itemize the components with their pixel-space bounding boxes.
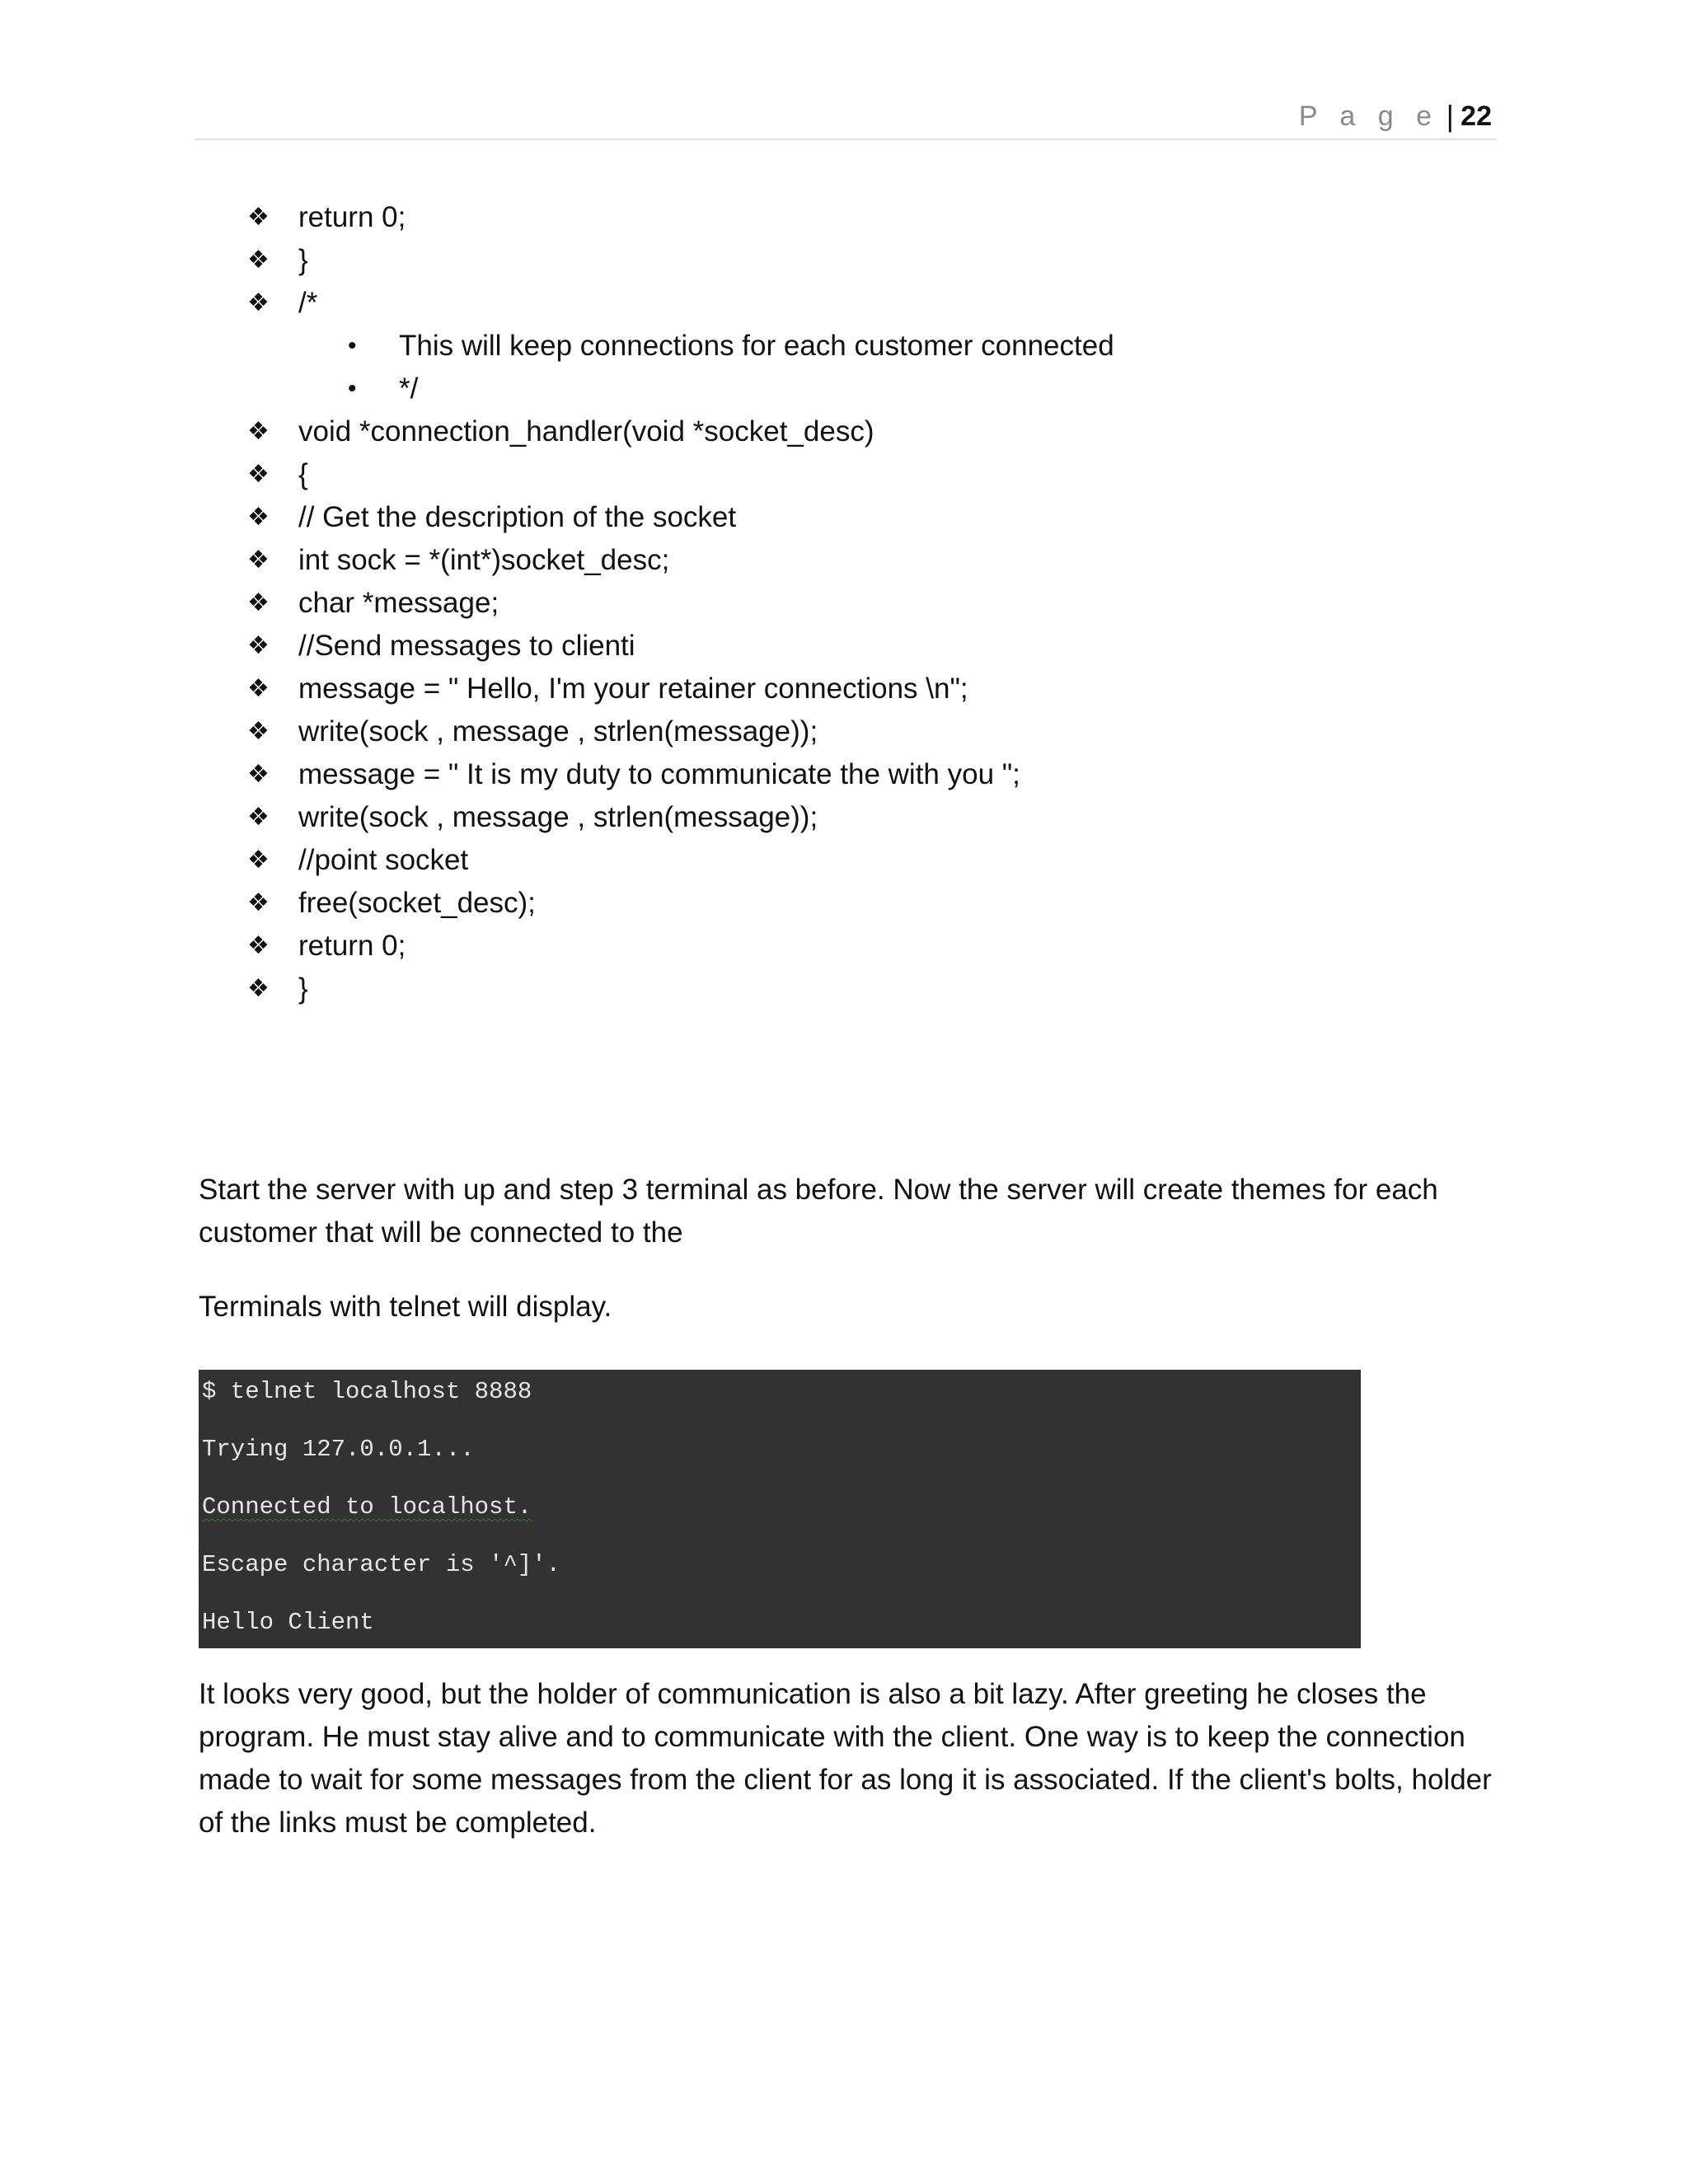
bullet-dot-icon: • [348,332,357,359]
code-line-text: // Get the description of the socket [298,501,737,533]
bullet-diamond-icon: ❖ [247,546,270,574]
bullet-dot-icon: • [348,375,357,402]
terminal-line: Hello Client [202,1609,374,1636]
bullet-diamond-icon: ❖ [247,418,270,445]
code-line-text: free(socket_desc); [298,887,536,919]
code-listing [247,196,1114,1010]
code-line [247,410,1114,453]
code-line [247,282,1114,325]
bullet-diamond-icon: ❖ [247,204,270,231]
code-line-text: return 0; [298,930,406,962]
code-line-text: message = " It is my duty to communicate the with you "; [298,758,1020,790]
code-line-text: /* [298,287,318,319]
bullet-diamond-icon: ❖ [247,289,270,316]
page-separator: | [1446,99,1454,133]
code-line-text: write(sock , message , strlen(message)); [298,801,818,833]
code-line [247,453,1114,496]
code-line-text: */ [399,373,419,405]
code-line-text: //point socket [298,844,469,876]
code-line-text: { [298,458,308,490]
code-line [247,539,1114,582]
code-line [247,582,1114,625]
code-line-text: int sock = *(int*)socket_desc; [298,544,670,576]
code-line-text: char *message; [298,587,499,619]
terminals-note: Terminals with telnet will display. [199,1291,612,1323]
code-line [247,796,1114,839]
code-line [247,710,1114,753]
code-line [247,925,1114,968]
terminal-screenshot [199,1370,1361,1648]
terminal-line: Escape character is '^]'. [202,1551,561,1578]
bullet-diamond-icon: ❖ [247,932,270,959]
intro-paragraph: Start the server with up and step 3 terminal as before. Now the server will create themes for each customer that will be connected to the [199,1174,1438,1249]
code-line [247,882,1114,925]
code-line-text: return 0; [298,201,406,233]
code-line [247,325,1114,368]
code-line-text: } [298,244,308,276]
bullet-diamond-icon: ❖ [247,718,270,745]
code-line-text: void *connection_handler(void *socket_desc) [298,415,874,448]
code-line [247,496,1114,539]
bullet-diamond-icon: ❖ [247,761,270,788]
code-line [247,753,1114,796]
terminal-line: Trying 127.0.0.1... [202,1436,475,1463]
code-line-text: } [298,972,308,1005]
bullet-diamond-icon: ❖ [247,675,270,702]
terminal-line: $ telnet localhost 8888 [202,1378,532,1405]
code-line [247,368,1114,410]
bullet-diamond-icon: ❖ [247,246,270,274]
bullet-diamond-icon: ❖ [247,589,270,616]
bullet-diamond-icon: ❖ [247,846,270,874]
code-line [247,839,1114,882]
bullet-diamond-icon: ❖ [247,975,270,1002]
code-line [247,968,1114,1010]
bullet-diamond-icon: ❖ [247,461,270,488]
bullet-diamond-icon: ❖ [247,632,270,659]
code-line [247,196,1114,239]
code-line-text: write(sock , message , strlen(message)); [298,715,818,748]
code-line-text: This will keep connections for each customer connected [399,330,1114,362]
code-line-text: //Send messages to clienti [298,630,635,662]
page-label: P a g e [1298,101,1439,132]
bullet-diamond-icon: ❖ [247,889,270,916]
code-line-text: message = " Hello, I'm your retainer connections \n"; [298,673,968,705]
closing-paragraph: It looks very good, but the holder of communication is also a bit lazy. After greeting he closes the program. He must stay alive and to communicate with the client. One way is to keep the connection made to wait for some messages from the client for as long it is associated. If the client's bolts, holder of the links must be completed. [199,1678,1492,1839]
page-header [195,97,1497,140]
page-number: 22 [1461,101,1492,132]
terminal-line: Connected to localhost. [202,1493,532,1521]
bullet-diamond-icon: ❖ [247,504,270,531]
bullet-diamond-icon: ❖ [247,804,270,831]
code-line [247,625,1114,668]
code-line [247,239,1114,282]
code-line [247,668,1114,710]
